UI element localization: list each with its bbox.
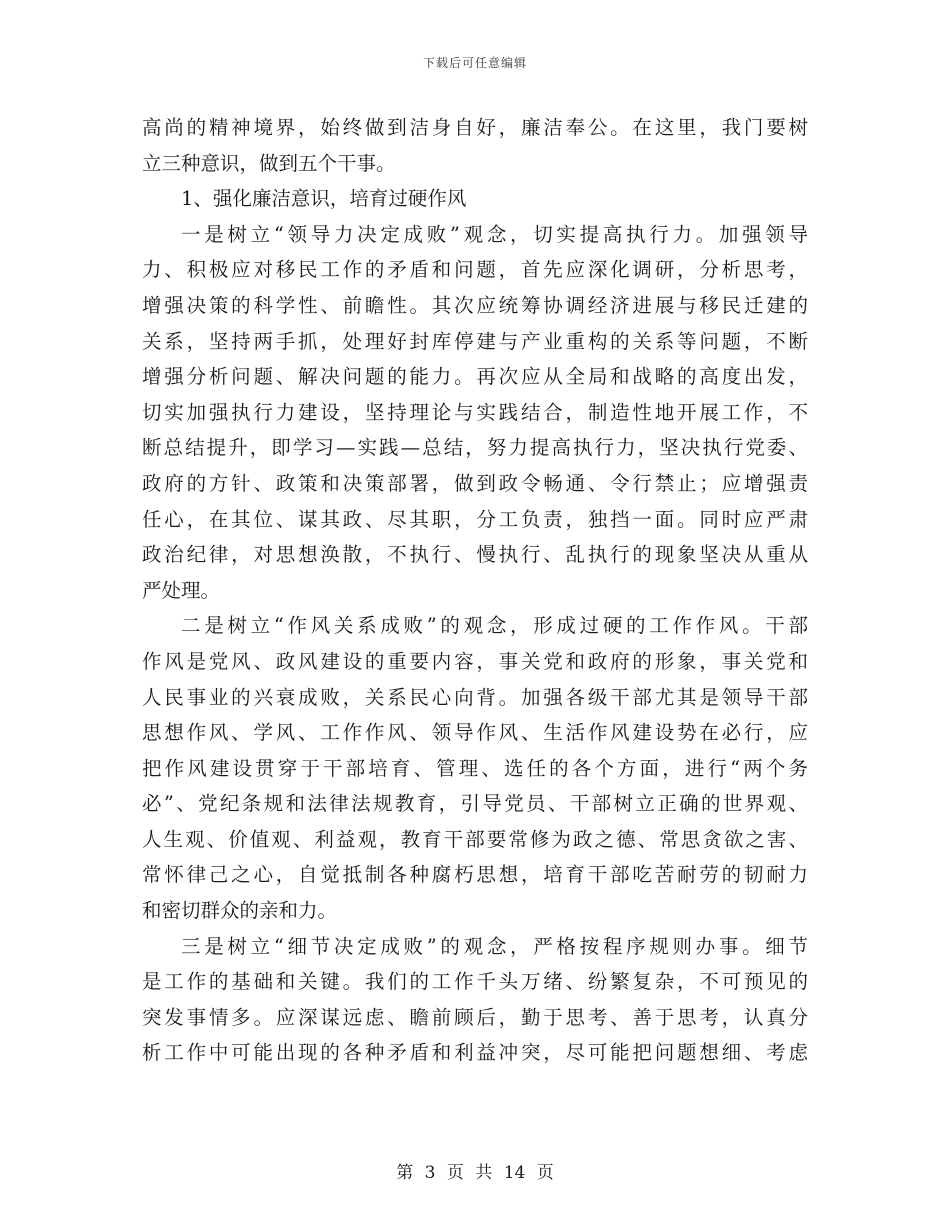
body-line: 任心，在其位、谋其政、尽其职，分工负责，独挡一面。同时应严肃 [142, 507, 808, 531]
page-header: 下载后可任意编辑 [422, 56, 527, 70]
section-heading: 1、强化廉洁意识，培育过硬作风 [181, 187, 467, 211]
page-number: 第 3 页 共 14 页 [396, 1163, 554, 1183]
body-line: 人生观、价值观、利益观，教育干部要常修为政之德、常思贪欲之害、 [142, 827, 808, 851]
body-line: 政府的方针、政策和决策部署，做到政令畅通、令行禁止；应增强责 [142, 471, 808, 495]
body-line: 把作风建设贯穿于干部培育、管理、选任的各个方面，进行“两个务 [142, 756, 808, 780]
body-line: 切实加强执行力建设，坚持理论与实践结合，制造性地开展工作，不 [142, 400, 808, 424]
body-line: 严处理。 [142, 578, 221, 602]
body-line: 突发事情多。应深谋远虑、瞻前顾后，勤于思考、善于思考，认真分 [142, 1005, 808, 1029]
body-line: 增强决策的科学性、前瞻性。其次应统筹协调经济进展与移民迁建的 [142, 293, 808, 317]
document-body [142, 110, 808, 1071]
body-line: 常怀律己之心，自觉抵制各种腐朽思想，培育干部吃苦耐劳的韧耐力 [142, 863, 808, 887]
paragraph-first-line: 三是树立“细节决定成败”的观念，严格按程序规则办事。细节 [181, 934, 808, 958]
body-line: 力、积极应对移民工作的矛盾和问题，首先应深化调研，分析思考， [142, 258, 808, 282]
body-line: 和密切群众的亲和力。 [142, 899, 338, 923]
body-line: 析工作中可能出现的各种矛盾和利益冲突，尽可能把问题想细、考虑 [142, 1041, 808, 1065]
body-line: 是工作的基础和关键。我们的工作千头万绪、纷繁复杂，不可预见的 [142, 970, 808, 994]
body-line: 作风是党风、政风建设的重要内容，事关党和政府的形象，事关党和 [142, 649, 808, 673]
body-line: 政治纪律，对思想涣散，不执行、慢执行、乱执行的现象坚决从重从 [142, 543, 808, 567]
body-line: 断总结提升，即学习—实践—总结，努力提高执行力，坚决执行党委、 [142, 436, 808, 460]
body-line: 思想作风、学风、工作作风、领导作风、生活作风建设势在必行，应 [142, 721, 808, 745]
body-line: 关系，坚持两手抓，处理好封库停建与产业重构的关系等问题，不断 [142, 329, 808, 353]
body-line: 高尚的精神境界，始终做到洁身自好，廉洁奉公。在这里，我门要树 [142, 116, 808, 139]
body-line: 必”、党纪条规和法律法规教育，引导党员、干部树立正确的世界观、 [142, 792, 808, 816]
body-line: 人民事业的兴衰成败，关系民心向背。加强各级干部尤其是领导干部 [142, 685, 808, 709]
paragraph-first-line: 一是树立“领导力决定成败”观念，切实提高执行力。加强领导 [181, 222, 808, 246]
body-line: 增强分析问题、解决问题的能力。再次应从全局和战略的高度出发， [142, 365, 808, 389]
body-line: 立三种意识，做到五个干事。 [142, 151, 396, 175]
paragraph-first-line: 二是树立“作风关系成败”的观念，形成过硬的工作作风。干部 [181, 614, 808, 638]
